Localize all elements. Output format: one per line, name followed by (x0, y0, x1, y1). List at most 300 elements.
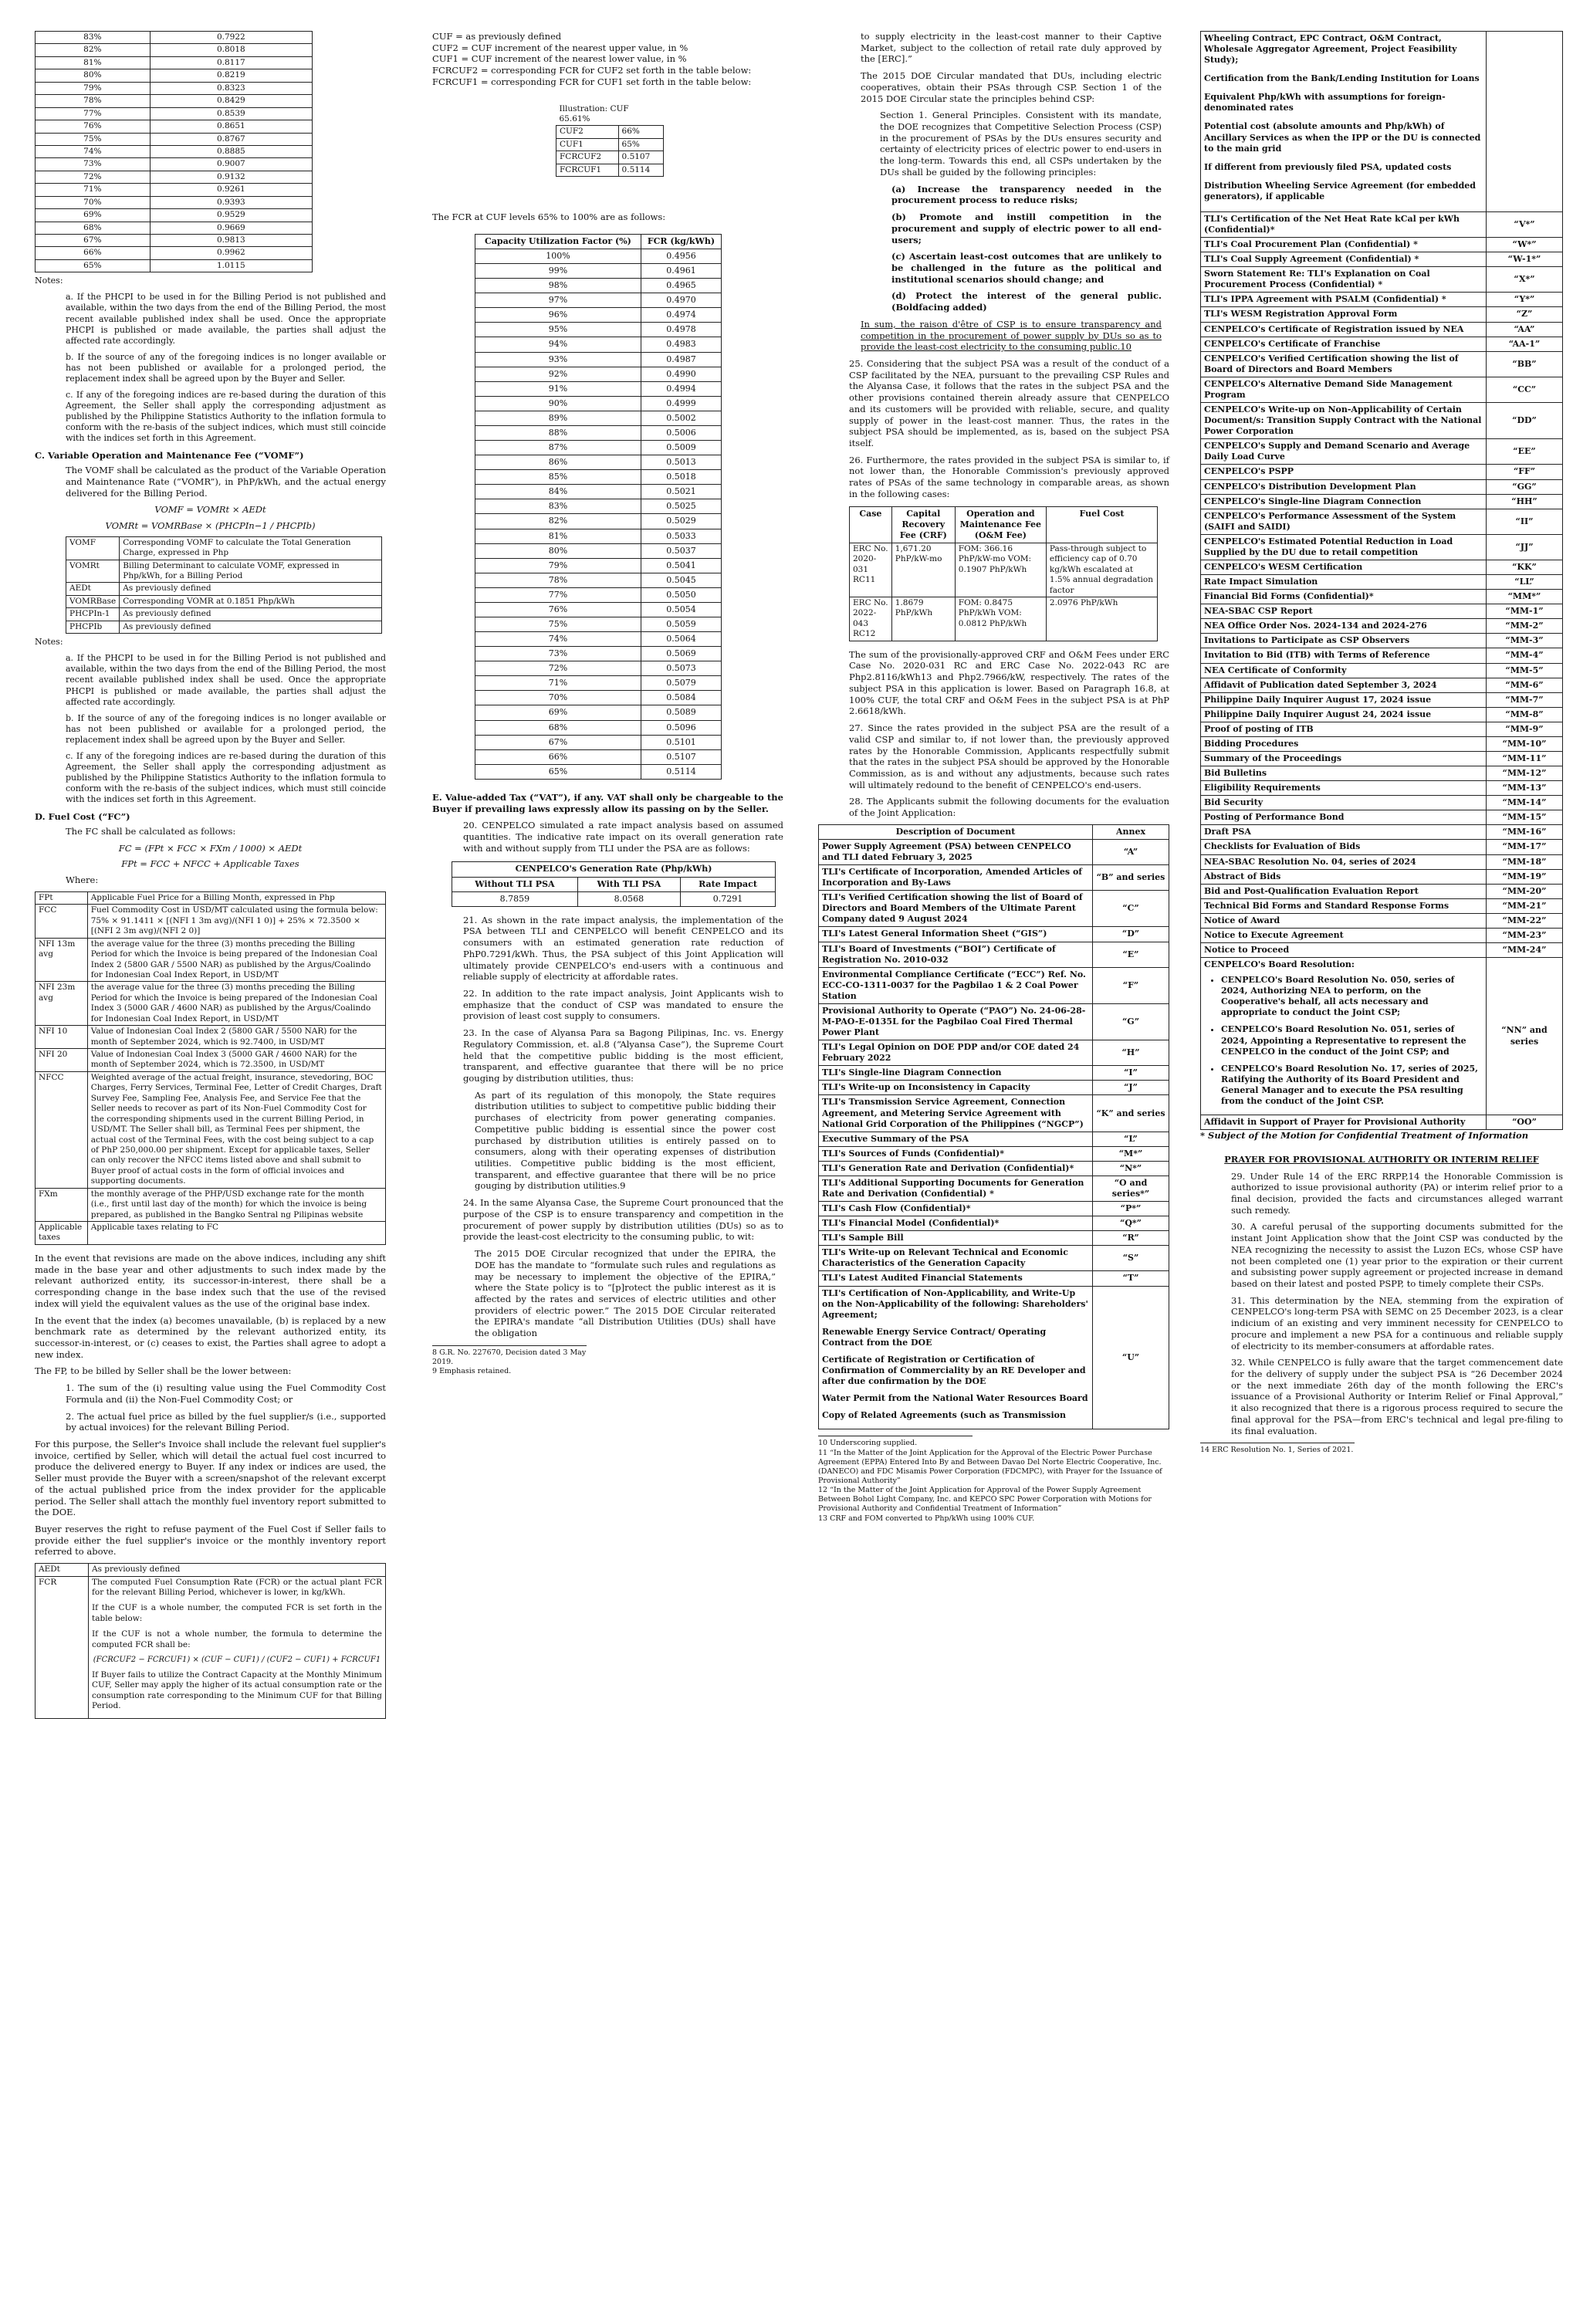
fcr-full-cell: 0.5114 (641, 764, 721, 779)
fcr-full-row (475, 323, 722, 337)
document-desc: Posting of Performance Bond (1201, 810, 1487, 825)
document-desc: CENPELCO's Alternative Demand Side Management Program (1201, 377, 1487, 402)
document-annex: “MM-9” (1487, 722, 1563, 736)
fcr-row (36, 133, 313, 145)
vomf-def-cell: Billing Determinant to calculate VOMF, expressed in Php/kWh, for a Billing Period (120, 560, 382, 583)
fcr-row (36, 209, 313, 222)
fcr-full-row (475, 705, 722, 720)
document-desc: TLI's Financial Model (Confidential)* (819, 1216, 1093, 1231)
document-desc: Bid and Post-Qualification Evaluation Report (1201, 884, 1487, 898)
document-row (1201, 707, 1563, 722)
document-row (819, 1132, 1169, 1146)
document-annex: “X*” (1487, 267, 1563, 293)
para-purpose: For this purpose, the Seller's Invoice shall include the relevant fuel supplier's invoice, certified by Seller, which will detail the actual fuel cost incurred to produce the delivered energy to Buyer. If any index or indices are used, the Seller must provide the Buyer with a screen/snapshot of the relevant excerpt of the actual published price from the index provider for the applicable period. The Seller shall attach the monthly fuel inventory report submitted to the DOE. (35, 1438, 386, 1518)
document-desc: NEA Certificate of Conformity (1201, 663, 1487, 678)
para-27: 27. Since the rates provided in the subject PSA are the result of a valid CSP and similar to, if not lower than, the previously approved rates by the Honorable Commission, Applicants respectfully submit that the rates in the subject PSA should be approved by the Honorable Commission, as is and without any adjustments, because such rates will ultimately redound to the benefit of CENPELCO's end-users. (849, 722, 1169, 790)
fcr-full-cell: 79% (475, 558, 641, 573)
confidential-note: * Subject of the Motion for Confidential Treatment of Information (1200, 1130, 1529, 1142)
affidavit-label: Affidavit in Support of Prayer for Provisional Authority (1201, 1115, 1487, 1130)
document-row (819, 927, 1169, 942)
document-desc: Eligibility Requirements (1201, 781, 1487, 796)
gen-rate-head: Without TLI PSA (452, 877, 578, 891)
illus-cell: 65% (618, 138, 663, 151)
vomf-def-cell: VOMRBase (66, 595, 120, 607)
fcr-table (475, 234, 722, 780)
note-b-2: b. If the source of any of the foregoing indices is no longer available or has not been published or available for a prolonged period, the replacement index shall be agreed upon by the Buyer and Seller. (66, 712, 386, 745)
document-annex: “MM-5” (1487, 663, 1563, 678)
fc-text: The FC shall be calculated as follows: (66, 826, 236, 837)
document-desc: CENPELCO's Certificate of Franchise (1201, 337, 1487, 351)
note-a-2: a. If the PHCPI to be used in for the Billing Period is not published and available, within the two days from the end of the Billing Period, the most recent available published index shall be used. Once the appropriate PHCPI is published or made available, the parties shall adjust the affected rate accordingly. (66, 653, 386, 707)
para-revisions-2: In the event that the index (a) becomes unavailable, (b) is replaced by a new benchmark rate as determined by the relevant authorized entity, its successor-in-interest, or (c) ceases to exist, the Parties shall agree to adopt a new index. (35, 1314, 386, 1360)
document-row (1201, 869, 1563, 884)
fcr-cell: 0.9261 (150, 184, 312, 196)
column-3 (818, 31, 1169, 1524)
quote-principle-b: (b) Promote and instill competition in the procurement and supply of electric power to all end-users; (891, 211, 1162, 245)
fcr-full-cell: 0.5018 (641, 470, 721, 485)
illustration-table (556, 103, 664, 178)
vomf-def-row (66, 583, 382, 595)
document-desc: TLI's Write-up on Inconsistency in Capacity (819, 1081, 1093, 1095)
fcr-full-row (475, 381, 722, 396)
fcr-cell: 75% (36, 133, 151, 145)
document-row (1201, 796, 1563, 810)
gen-rate-value: 0.7291 (681, 891, 776, 906)
fcr-full-cell: 82% (475, 514, 641, 529)
document-row (819, 1066, 1169, 1081)
fcr-full-row (475, 647, 722, 661)
document-annex: “O and series*” (1093, 1176, 1169, 1201)
fc-def-cell: Applicable Fuel Price for a Billing Month, expressed in Php (87, 891, 385, 904)
document-row (1201, 293, 1563, 307)
fcr-head-cuf: Capacity Utilization Factor (%) (475, 234, 641, 249)
document-desc: Financial Bid Forms (Confidential)* (1201, 590, 1487, 604)
fc-def-cell: Fuel Commodity Cost in USD/MT calculated using the formula below: 75% × 91.1411 × [(NFI 1 3m avg)/(NFI 1 0)] + 25% × 72.3500 × [(NFI 2 3m avg)/(NFI 2 0)] (87, 905, 385, 938)
document-desc: TLI's WESM Registration Approval Form (1201, 307, 1487, 322)
illus-cell: FCRCUF1 (556, 164, 619, 176)
document-annex: “V*” (1487, 211, 1563, 237)
fcr-full-cell: 98% (475, 279, 641, 293)
fcr-full-cell: 67% (475, 735, 641, 749)
document-desc: Executive Summary of the PSA (819, 1132, 1093, 1146)
fcr-full-cell: 0.4956 (641, 249, 721, 264)
fcr-full-cell: 0.5073 (641, 661, 721, 676)
fcr-full-cell: 0.5033 (641, 529, 721, 543)
document-annex: “CC” (1487, 377, 1563, 402)
fcr-full-row (475, 691, 722, 705)
document-desc: NEA Office Order Nos. 2024-134 and 2024-276 (1201, 619, 1487, 634)
quote-24: The 2015 DOE Circular recognized that under the EPIRA, the DOE has the mandate to “formulate such rules and regulations as may be necessary to implement the objective of the EPIRA,” where the State policy is to “[p]rotect the public interest as it is affected by the rates and services of electric utilities and other providers of electric power.” The 2015 DOE Circular reiterated the EPIRA's mandate “all Distribution Utilities (DUs) shall have the obligation (475, 1248, 776, 1339)
document-row (1201, 634, 1563, 648)
document-desc: Sworn Statement Re: TLI's Explanation on Coal Procurement Process (Confidential) * (1201, 267, 1487, 293)
document-desc: TLI's Latest General Information Sheet (“GIS”) (819, 927, 1093, 942)
document-row (1201, 337, 1563, 351)
fc-formula-2: FPt = FCC + NFCC + Applicable Taxes (121, 858, 299, 870)
document-annex: “T” (1093, 1271, 1169, 1286)
fcr-full-cell: 70% (475, 691, 641, 705)
vomf-def-row (66, 621, 382, 633)
fcr-row (36, 95, 313, 107)
document-desc: TLI's Additional Supporting Documents for Generation Rate and Derivation (Confidential) * (819, 1176, 1093, 1201)
fcr-full-cell: 0.5089 (641, 705, 721, 720)
fc-heading: D. Fuel Cost (“FC”) (35, 811, 130, 823)
fcr-row (36, 196, 313, 208)
document-u-item: Renewable Energy Service Contract/ Operating Contract from the DOE (822, 1326, 1047, 1348)
para-fp-1: 1. The sum of the (i) resulting value using the Fuel Commodity Cost Formula and (ii) the Non-Fuel Commodity Cost; or (66, 1382, 386, 1405)
para-23: 23. In the case of Alyansa Para sa Bagong Pilipinas, Inc. vs. Energy Regulatory Commission, et. al.8 (“Alyansa Case”), the Supreme Court held that the competitive public bidding is the most efficient, transparent, and effective guarantee that there will be no price gouging by distribution utilities, thus: (463, 1027, 783, 1084)
fcr-full-cell: 0.5045 (641, 573, 721, 587)
document-annex: “G” (1093, 1003, 1169, 1040)
para-32: 32. While CENPELCO is fully aware that the target commencement date for the delivery of supply under the subject PSA is “26 December 2024 or the next immediate 26th day of the month following the ERC's issuance of a Provisional Authority or Interim Relief or Final Approval,” it also recognized that there is a rigorous process required to secure the final approval for the PSA—from ERC's technical and legal pre-filing to its final evaluation. (1231, 1357, 1563, 1436)
document-annex: “J” (1093, 1081, 1169, 1095)
document-desc: NEA-SBAC CSP Report (1201, 604, 1487, 619)
case-cell: FOM: 366.16 PhP/kW-mo VOM: 0.1907 PhP/kWh (955, 543, 1046, 597)
case-head: Operation and Maintenance Fee (O&M Fee) (955, 506, 1046, 543)
document-row (1201, 560, 1563, 574)
fcr-cell: 69% (36, 209, 151, 222)
document-row (1201, 825, 1563, 840)
fcr-full-cell: 0.5096 (641, 720, 721, 735)
fc-def-cell: Applicable taxes (36, 1222, 88, 1245)
fcr-full-row (475, 396, 722, 411)
fcr-full-row (475, 558, 722, 573)
document-desc: TLI's Sample Bill (819, 1231, 1093, 1246)
fc-def-cell: FCC (36, 905, 88, 938)
fcr-full-cell: 94% (475, 337, 641, 352)
fcr-full-cell: 0.4970 (641, 293, 721, 308)
fcr-full-cell: 0.5107 (641, 749, 721, 764)
document-desc: CENPELCO's Certificate of Registration issued by NEA (1201, 322, 1487, 337)
cuf-definition: CUF2 = CUF increment of the nearest upper value, in % (432, 42, 688, 53)
fcr-full-cell: 84% (475, 485, 641, 499)
fcr-full-cell: 0.4994 (641, 381, 721, 396)
document-desc: Checklists for Evaluation of Bids (1201, 840, 1487, 854)
fcr-def-3: If the CUF is not a whole number, the formula to determine the computed FCR shall be: (92, 1629, 382, 1649)
document-annex: “R” (1093, 1231, 1169, 1246)
fcr-full-cell: 0.5041 (641, 558, 721, 573)
fcr-full-row (475, 735, 722, 749)
document-annex: “MM-1” (1487, 604, 1563, 619)
document-row (1201, 928, 1563, 942)
fc-def-cell: NFI 10 (36, 1026, 88, 1049)
fcr-full-row (475, 499, 722, 514)
vomf-def-cell: As previously defined (120, 608, 382, 621)
document-desc: Power Supply Agreement (PSA) between CENPELCO and TLI dated February 3, 2025 (819, 839, 1093, 864)
fc-def-row (36, 1026, 386, 1049)
fcr-full-cell: 0.4987 (641, 352, 721, 367)
document-u-item: Certification from the Bank/Lending Institution for Loans (1204, 73, 1480, 84)
document-row (1201, 943, 1563, 958)
fcr-cell: 0.8885 (150, 145, 312, 157)
fcr-intro: The FCR at CUF levels 65% to 100% are as follows: (432, 211, 666, 223)
fcr-cell: 0.8767 (150, 133, 312, 145)
document-row (1201, 854, 1563, 869)
fcr-full-cell: 0.5025 (641, 499, 721, 514)
document-row (1201, 810, 1563, 825)
fcr-cell: 67% (36, 235, 151, 247)
fcr-full-row (475, 720, 722, 735)
fcr-row (36, 107, 313, 120)
vomf-def-cell: PHCPIb (66, 621, 120, 633)
fcr-cell: 0.8219 (150, 69, 312, 82)
para-21: 21. As shown in the rate impact analysis, the implementation of the PSA between TLI and CENPELCO will benefit CENPELCO and its consumers with an estimated generation rate reduction of PhP0.7291/kWh. Thus, the PSA subject of this Joint Application will ultimately provide CENPELCO's end-users with a continuous and reliable supply of electricity at affordable rates. (463, 914, 783, 983)
fcr-full-cell: 0.5050 (641, 587, 721, 602)
fc-def-cell: Weighted average of the actual freight, insurance, stevedoring, BOC Charges, Ferry Services, Terminal Fee, Letter of Credit Charges, Draft Survey Fee, Sampling Fee, Analysis Fee, and Service Fee that the Seller needs to recover as part of its Non-Fuel Commodity Cost for the corresponding shipments used in the current Billing Period, in USD/MT. The Seller shall bill, as Terminal Fees per shipment, the actual cost of the Terminal Fees, with the cost being subject to a cap of PhP 250,000.00 per shipment. Except for applicable taxes, Seller can only recover the NFCC items listed above and shall submit to Buyer proof of actual costs in the form of official invoices and supporting documents. (87, 1071, 385, 1188)
document-row (1201, 781, 1563, 796)
fcr-full-cell: 71% (475, 676, 641, 691)
quote-23: As part of its regulation of this monopoly, the State requires distribution utilities to subject to competitive public bidding their purchases of electricity from power generating companies. Competitive public bidding is essential since the power cost purchased by distribution utilities is entirely passed on to consumers, along with their operating expenses of distribution utilities. Competitive public bidding is the most efficient, transparent, and effective guarantee that there will be no price gouging by distribution utilities.9 (475, 1089, 776, 1192)
fcr-cell: 68% (36, 222, 151, 234)
document-annex: “Z” (1487, 307, 1563, 322)
document-annex: “F” (1093, 967, 1169, 1003)
document-annex: “LL” (1487, 575, 1563, 590)
fcr-def-4: If Buyer fails to utilize the Contract Capacity at the Monthly Minimum CUF, Seller may apply the higher of its actual consumption rate or the consumption rate corresponding to the Minimum CUF for that Billing Period. (92, 1670, 382, 1711)
fcr-full-cell: 95% (475, 323, 641, 337)
document-desc: Proof of posting of ITB (1201, 722, 1487, 736)
doc-head-annex: Annex (1093, 824, 1169, 839)
document-row (819, 865, 1169, 891)
fcr-full-cell: 100% (475, 249, 641, 264)
vomf-def-row (66, 560, 382, 583)
document-desc: Bidding Procedures (1201, 736, 1487, 751)
cuf-definition: CUF1 = CUF increment of the nearest lower value, in % (432, 53, 687, 65)
fcr-full-cell: 99% (475, 264, 641, 279)
aed-value: As previously defined (89, 1564, 386, 1576)
para-fp: The FP, to be billed by Seller shall be the lower between: (35, 1365, 292, 1377)
illus-cell: CUF1 (556, 138, 619, 151)
para-sum: The sum of the provisionally-approved CRF and O&M Fees under ERC Case No. 2020-031 RC and ERC Case No. 2022-043 RC are Php2.8116/kWh13 and Php2.7966/kW, respectively. The rates of the subject PSA in this application is lower. Based on Paragraph 16.8, at 100% CUF, the total CRF and O&M Fees in the subject PSA is at PhP 2.6618/kWh. (849, 648, 1169, 717)
fc-def-cell: FXm (36, 1188, 88, 1221)
document-annex: “AA” (1487, 322, 1563, 337)
para-22: 22. In addition to the rate impact analysis, Joint Applicants wish to emphasize that the conduct of CSP was mandated to ensure the provision of least cost supply to consumers. (463, 987, 783, 1022)
fcr-full-cell: 0.4990 (641, 367, 721, 381)
fcr-full-row (475, 573, 722, 587)
document-annex: “MM-14” (1487, 796, 1563, 810)
fcr-cell: 0.8651 (150, 120, 312, 133)
fc-def-cell: Value of Indonesian Coal Index 3 (5000 GAR / 4600 NAR) for the month of September 2024, which is 72.3500, in USD/MT (87, 1049, 385, 1072)
prayer-heading: PRAYER FOR PROVISIONAL AUTHORITY OR INTERIM RELIEF (1224, 1153, 1539, 1165)
document-desc: TLI's Coal Procurement Plan (Confidential) * (1201, 238, 1487, 252)
document-row (1201, 252, 1563, 267)
fcr-cell: 80% (36, 69, 151, 82)
fc-def-row (36, 1222, 386, 1245)
document-desc: Philippine Daily Inquirer August 17, 2024 issue (1201, 692, 1487, 707)
illustration-title: Illustration: CUF 65.61% (559, 103, 629, 124)
document-desc: TLI's Certificate of Incorporation, Amended Articles of Incorporation and By-Laws (819, 865, 1093, 891)
document-annex: “MM-21” (1487, 898, 1563, 913)
vomf-def-cell: Corresponding VOMF to calculate the Total Generation Charge, expressed in Php (120, 536, 382, 560)
fcr-full-cell: 0.5021 (641, 485, 721, 499)
fcr-cell: 0.9962 (150, 247, 312, 259)
vomf-def-row (66, 595, 382, 607)
fcr-full-cell: 0.4999 (641, 396, 721, 411)
column-1 (35, 31, 386, 1719)
gen-rate-head: With TLI PSA (577, 877, 680, 891)
fcr-row (36, 44, 313, 56)
document-desc: Draft PSA (1201, 825, 1487, 840)
fcr-full-cell: 0.5002 (641, 411, 721, 425)
document-row (1201, 692, 1563, 707)
document-desc: Environmental Compliance Certificate (“ECC”) Ref. No. ECC-CO-1311-0037 for the Pagbilao 1 & 2 Coal Power Station (819, 967, 1093, 1003)
document-desc: CENPELCO's Write-up on Non-Applicability of Certain Document/s: Transition Supply Contract with the National Power Corporation (1201, 403, 1487, 439)
document-desc: Notice to Execute Agreement (1201, 928, 1487, 942)
vomf-def-row (66, 536, 382, 560)
document-annex: “MM-18” (1487, 854, 1563, 869)
illus-row (556, 151, 664, 164)
para-30: 30. A careful perusal of the supporting documents submitted for the instant Joint Application show that the Joint CSP was conducted by the NEA recognizing the necessity to assist the Luzon ECs, whose CSP have not been completed one (1) year prior to the expiration or their current and subsisting power supply agreement or projected increase in demand based on their latest and posted PSPP, to timely complete their CSPs. (1231, 1221, 1563, 1289)
illus-cell: 66% (618, 126, 663, 138)
note-b: b. If the source of any of the foregoing indices is no longer available or has not been published or available for a prolonged period, the replacement index shall be agreed upon by the Buyer and Seller. (66, 351, 386, 384)
document-row (1201, 751, 1563, 766)
document-row (1201, 439, 1563, 465)
fcr-full-cell: 0.5084 (641, 691, 721, 705)
fcr-cell: 0.8539 (150, 107, 312, 120)
board-resolution-item: • CENPELCO's Board Resolution No. 17, series of 2025, Ratifying the Authority of its Board President and General Manager and to execute the PSA resulting from the conduct of the Joint CSP. (1221, 1064, 1483, 1107)
document-row (1201, 322, 1563, 337)
quote-continued: to supply electricity in the least-cost manner to their Captive Market, subject to the collection of retail rate duly approved by the [ERC].” (861, 31, 1162, 65)
case-cell: 2.0976 PhP/kWh (1046, 597, 1157, 641)
fc-def-cell: NFI 20 (36, 1049, 88, 1072)
vomf-def-cell: AEDt (66, 583, 120, 595)
note-c: c. If any of the foregoing indices are re-based during the duration of this Agreement, the Seller shall apply the corresponding adjustment as published by the Philippine Statistics Authority to the inflation formula to conform with the re-basis of the subject indices, which must still coincide with the indices set forth in this Agreement. (66, 390, 386, 444)
document-annex: “MM*” (1487, 590, 1563, 604)
document-annex: “EE” (1487, 439, 1563, 465)
fcr-full-row (475, 587, 722, 602)
quote-section-1: Section 1. General Principles. Consistent with its mandate, the DOE recognizes that Competitive Selection Process (CSP) in the procurement of PSAs by the DUs ensures security and certainty of electricity prices of electric power to end-users in the long-term. Towards this end, all CSPs undertaken by the DUs shall be guided by the following principles: (880, 110, 1162, 178)
fcr-full-cell: 0.5037 (641, 543, 721, 558)
fc-def-row (36, 1188, 386, 1221)
fcr-full-row (475, 279, 722, 293)
fcr-def-2: If the CUF is a whole number, the computed FCR is set forth in the table below: (92, 1603, 382, 1623)
document-u-item: Wheeling Contract, EPC Contract, O&M Contract, Wholesale Aggregator Agreement, Project Feasibility Study); (1204, 33, 1457, 66)
fcr-full-cell: 0.5101 (641, 735, 721, 749)
case-table (849, 506, 1158, 641)
para-28: 28. The Applicants submit the following documents for the evaluation of the Joint Application: (849, 796, 1169, 819)
fcr-full-row (475, 337, 722, 352)
document-annex: “Q*” (1093, 1216, 1169, 1231)
gen-rate-table (452, 861, 776, 906)
document-desc: NEA-SBAC Resolution No. 04, series of 2024 (1201, 854, 1487, 869)
document-row (819, 1146, 1169, 1161)
quote-continued-2: The 2015 DOE Circular mandated that DUs, including electric cooperatives, obtain their PSAs through CSP. Section 1 of the 2015 DOE Circular state the principles behind CSP: (861, 70, 1162, 104)
fcr-row (36, 120, 313, 133)
document-u-item: TLI's Certification of Non-Applicability, and Write-Up on the Non-Applicability of the following: Shareholders' Agreement; (822, 1287, 1088, 1320)
fcr-full-row (475, 514, 722, 529)
para-26: 26. Furthermore, the rates provided in the subject PSA is similar to, if not lower than, the Honorable Commission's previously approved rates of PSAs of the same technology in comparable areas, as shown in the following cases: (849, 454, 1169, 499)
document-row (819, 1216, 1169, 1231)
document-annex: “MM-22” (1487, 913, 1563, 928)
document-row (1201, 494, 1563, 509)
quote-principle-a: (a) Increase the transparency needed in the procurement process to reduce risks; (891, 183, 1162, 206)
vomf-heading: C. Variable Operation and Maintenance Fee (“VOMF”) (35, 450, 304, 462)
document-u-item: Copy of Related Agreements (such as Transmission (822, 1410, 1066, 1421)
document-annex: “MM-24” (1487, 943, 1563, 958)
fcr-full-cell: 0.5009 (641, 441, 721, 455)
document-annex: “MM-2” (1487, 619, 1563, 634)
fcr-row (36, 158, 313, 171)
document-row (1201, 590, 1563, 604)
fcr-cell: 77% (36, 107, 151, 120)
vomf-def-row (66, 608, 382, 621)
fcr-row (36, 235, 313, 247)
document-annex: “Y*” (1487, 293, 1563, 307)
document-row (1201, 619, 1563, 634)
document-annex: “DD” (1487, 403, 1563, 439)
document-desc: CENPELCO's Estimated Potential Reduction in Load Supplied by the DU due to retail competition (1201, 534, 1487, 560)
fcr-cell: 74% (36, 145, 151, 157)
document-row (819, 1081, 1169, 1095)
document-row (819, 1271, 1169, 1286)
document-row (1201, 377, 1563, 402)
fcr-row (36, 69, 313, 82)
fc-def-row (36, 891, 386, 904)
fcr-cell: 0.8117 (150, 56, 312, 69)
fcr-full-row (475, 470, 722, 485)
aed-fcr-table (35, 1563, 386, 1719)
aed-label: AEDt (36, 1564, 89, 1576)
fc-formula-1: FC = (FPt × FCC × FXm / 1000) × AEDt (118, 842, 303, 854)
footnote-8: 8 G.R. No. 227670, Decision dated 3 May 2019. (432, 1345, 587, 1367)
document-row (1201, 267, 1563, 293)
fcr-full-cell: 89% (475, 411, 641, 425)
document-desc: TLI's Legal Opinion on DOE PDP and/or COE dated 24 February 2022 (819, 1040, 1093, 1066)
document-annex: “H” (1093, 1040, 1169, 1066)
illus-cell: 0.5107 (618, 151, 663, 164)
fcr-cell: 82% (36, 44, 151, 56)
document-row (819, 891, 1169, 927)
fcr-def-1: The computed Fuel Consumption Rate (FCR) or the actual plant FCR for the relevant Billing Period, whichever is lower, in kg/kWh. (92, 1577, 382, 1598)
document-row (1201, 884, 1563, 898)
fcr-full-cell: 92% (475, 367, 641, 381)
vomf-formula-1: VOMF = VOMRt × AEDt (154, 504, 266, 516)
fcr-cell: 65% (36, 259, 151, 272)
document-row (1201, 663, 1563, 678)
document-annex: “MM-12” (1487, 766, 1563, 781)
case-head: Fuel Cost (1046, 506, 1157, 543)
case-cell: ERC No. 2020-031 RC11 (850, 543, 892, 597)
document-u-item: Distribution Wheeling Service Agreement (for embedded generators), if applicable (1204, 180, 1476, 201)
document-desc: CENPELCO's Single-line Diagram Connection (1201, 494, 1487, 509)
document-row (819, 967, 1169, 1003)
document-u-item: Water Permit from the National Water Resources Board (822, 1393, 1088, 1404)
document-desc: TLI's Latest Audited Financial Statements (819, 1271, 1093, 1286)
document-annex: “L” (1093, 1132, 1169, 1146)
vomf-def-cell: VOMF (66, 536, 120, 560)
fcr-full-row (475, 455, 722, 470)
document-annex: “S” (1093, 1246, 1169, 1271)
notes-label: Notes: (35, 276, 63, 286)
fcr-cell: 0.8323 (150, 82, 312, 94)
cuf-definition: CUF = as previously defined (432, 31, 562, 42)
fcr-full-row (475, 352, 722, 367)
document-annex: “BB” (1487, 351, 1563, 377)
documents-table-cont (1200, 31, 1563, 1130)
fcr-cell: 0.7922 (150, 32, 312, 44)
document-annex: “MM-10” (1487, 736, 1563, 751)
document-annex: “GG” (1487, 479, 1563, 494)
para-revisions-1: In the event that revisions are made on the above indices, including any shift made in the base year and other adjustments to such index made by the relevant authorized entity, its successor-in-interest, there shall be a corresponding change in the base index such that the use of the revised index will yield the equivalent values as the use of the original base index. (35, 1252, 386, 1309)
para-20: 20. CENPELCO simulated a rate impact analysis based on assumed quantities. The indicative rate impact on its overall generation rate with and without supply from TLI under the PSA are as follows: (463, 820, 783, 854)
document-desc: Philippine Daily Inquirer August 24, 2024 issue (1201, 707, 1487, 722)
document-row (819, 1176, 1169, 1201)
para-fp-2: 2. The actual fuel price as billed by the fuel supplier/s (i.e., supported by actual invoices) for the relevant Billing Period. (66, 1410, 386, 1433)
fc-def-row (36, 982, 386, 1026)
document-u-item: If different from previously filed PSA, updated costs (1204, 161, 1452, 172)
document-row (1201, 736, 1563, 751)
fcr-full-row (475, 485, 722, 499)
document-annex: “MM-11” (1487, 751, 1563, 766)
document-desc: Bid Bulletins (1201, 766, 1487, 781)
